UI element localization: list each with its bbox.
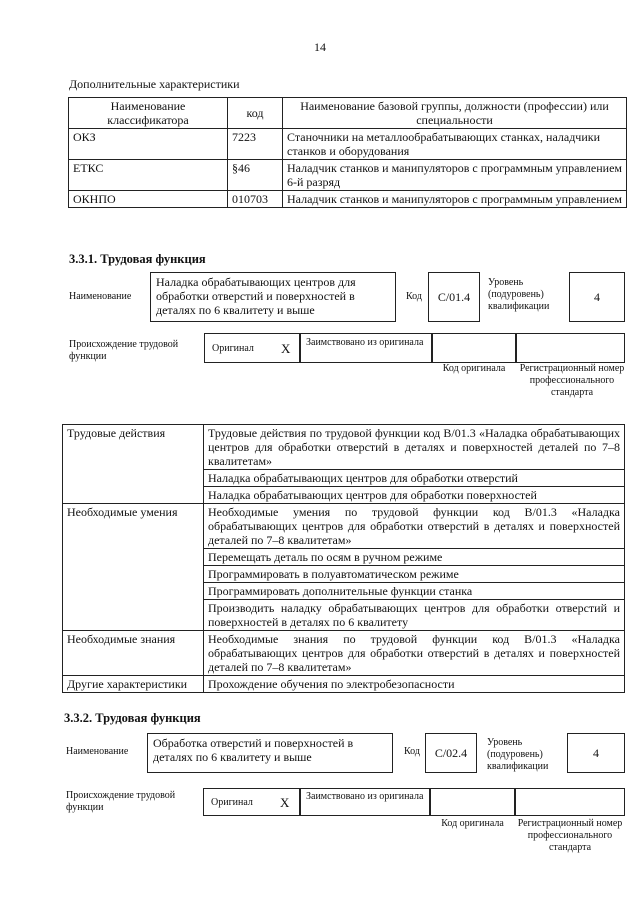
list-item: Перемещать деталь по осям в ручном режиме: [204, 549, 625, 566]
code-box: C/01.4: [428, 272, 480, 322]
other-label: Другие характеристики: [63, 676, 204, 693]
list-item: Производить наладку обрабатывающих центров для обработки отверстий и поверхностей в деталях по 6 квалитету: [204, 600, 625, 631]
origin-label: Происхождение трудовой функции: [66, 790, 176, 813]
list-item: Необходимые умения по трудовой функции код В/01.3 «Наладка обрабатывающих центров для обработки отверстий в деталях и поверхностей деталей по 7–8 квалитетам»: [204, 504, 625, 549]
reg-number-caption: Регистрационный номер профессионального стандарта: [519, 363, 625, 398]
original-cell: [203, 788, 300, 816]
function-name-box: Обработка отверстий и поверхностей в деталях по 6 квалитету и выше: [147, 733, 393, 773]
page-number: 14: [314, 40, 326, 54]
header-group: Наименование базовой группы, должности (профессии) или специальности: [283, 98, 627, 129]
code-original-caption: Код оригинала: [442, 363, 506, 374]
borrowed-cell: [300, 333, 432, 363]
table-row: [63, 631, 625, 676]
code-box: C/02.4: [425, 733, 477, 773]
header-classifier: Наименование классификатора: [69, 98, 228, 129]
list-item: Необходимые знания по трудовой функции код В/01.3 «Наладка обрабатывающих центров для обработки отверстий в деталях и поверхностей деталей по 7–8 квалитетам»: [204, 631, 625, 676]
original-cell: [204, 333, 300, 363]
code-original-caption: Код оригинала: [441, 818, 504, 829]
table-row: [69, 160, 627, 191]
table-row: [63, 676, 625, 693]
original-label: Оригинал: [212, 343, 254, 354]
level-box: 4: [567, 733, 625, 773]
level-box: 4: [569, 272, 625, 322]
reg-number-cell: [515, 788, 625, 816]
classifier-cell: ОКНПО: [69, 191, 228, 208]
level-label: Уровень (подуровень) квалификации: [488, 277, 550, 312]
group-cell: Наладчик станков и манипуляторов с программным управлением 6-й разряд: [283, 160, 627, 191]
code-label: Код: [404, 746, 420, 757]
borrowed-cell: [300, 788, 430, 816]
borrowed-label: Заимствовано из оригинала: [306, 337, 424, 348]
list-item: Трудовые действия по трудовой функции код В/01.3 «Наладка обрабатывающих центров для обработки отверстий в деталях и поверхностей деталей по 7–8 квалитетам»: [204, 425, 625, 470]
table-row: [69, 191, 627, 208]
extra-caption: Дополнительные характеристики: [69, 77, 240, 91]
function-name-box: Наладка обрабатывающих центров для обработки отверстий и поверхностей в деталях по 6 квалитету и выше: [150, 272, 396, 322]
list-item: Наладка обрабатывающих центров для обработки поверхностей: [204, 487, 625, 504]
classifier-cell: ЕТКС: [69, 160, 228, 191]
header-code: код: [228, 98, 283, 129]
list-item: Наладка обрабатывающих центров для обработки отверстий: [204, 470, 625, 487]
name-label: Наименование: [66, 746, 129, 757]
origin-label: Происхождение трудовой функции: [69, 339, 179, 362]
section-title-332: 3.3.2. Трудовая функция: [64, 711, 201, 725]
actions-label: Трудовые действия: [63, 425, 204, 504]
group-cell: Станочники на металлообрабатывающих станках, наладчики станков и оборудования: [283, 129, 627, 160]
list-item: Программировать дополнительные функции станка: [204, 583, 625, 600]
list-item: Прохождение обучения по электробезопасности: [204, 676, 625, 693]
skills-label: Необходимые умения: [63, 504, 204, 631]
section-title-331: 3.3.1. Трудовая функция: [69, 252, 206, 266]
table-row: [69, 129, 627, 160]
code-original-cell: [430, 788, 515, 816]
code-label: Код: [406, 291, 422, 302]
code-cell: §46: [228, 160, 283, 191]
classifier-cell: ОКЗ: [69, 129, 228, 160]
group-cell: Наладчик станков и манипуляторов с программным управлением: [283, 191, 627, 208]
knowledge-label: Необходимые знания: [63, 631, 204, 676]
level-label: Уровень (подуровень) квалификации: [487, 737, 549, 772]
list-item: Программировать в полуавтоматическом режиме: [204, 566, 625, 583]
original-mark: X: [281, 341, 291, 356]
reg-number-cell: [516, 333, 625, 363]
code-original-cell: [432, 333, 516, 363]
borrowed-label: Заимствовано из оригинала: [306, 791, 424, 802]
reg-number-caption: Регистрационный номер профессионального стандарта: [517, 818, 623, 853]
original-mark: X: [280, 795, 290, 810]
original-label: Оригинал: [211, 797, 253, 808]
code-cell: 010703: [228, 191, 283, 208]
name-label: Наименование: [69, 291, 132, 302]
classifier-table: [68, 97, 627, 208]
table-row: [63, 504, 625, 549]
function-details-table: [62, 424, 625, 693]
table-row: [63, 425, 625, 470]
code-cell: 7223: [228, 129, 283, 160]
